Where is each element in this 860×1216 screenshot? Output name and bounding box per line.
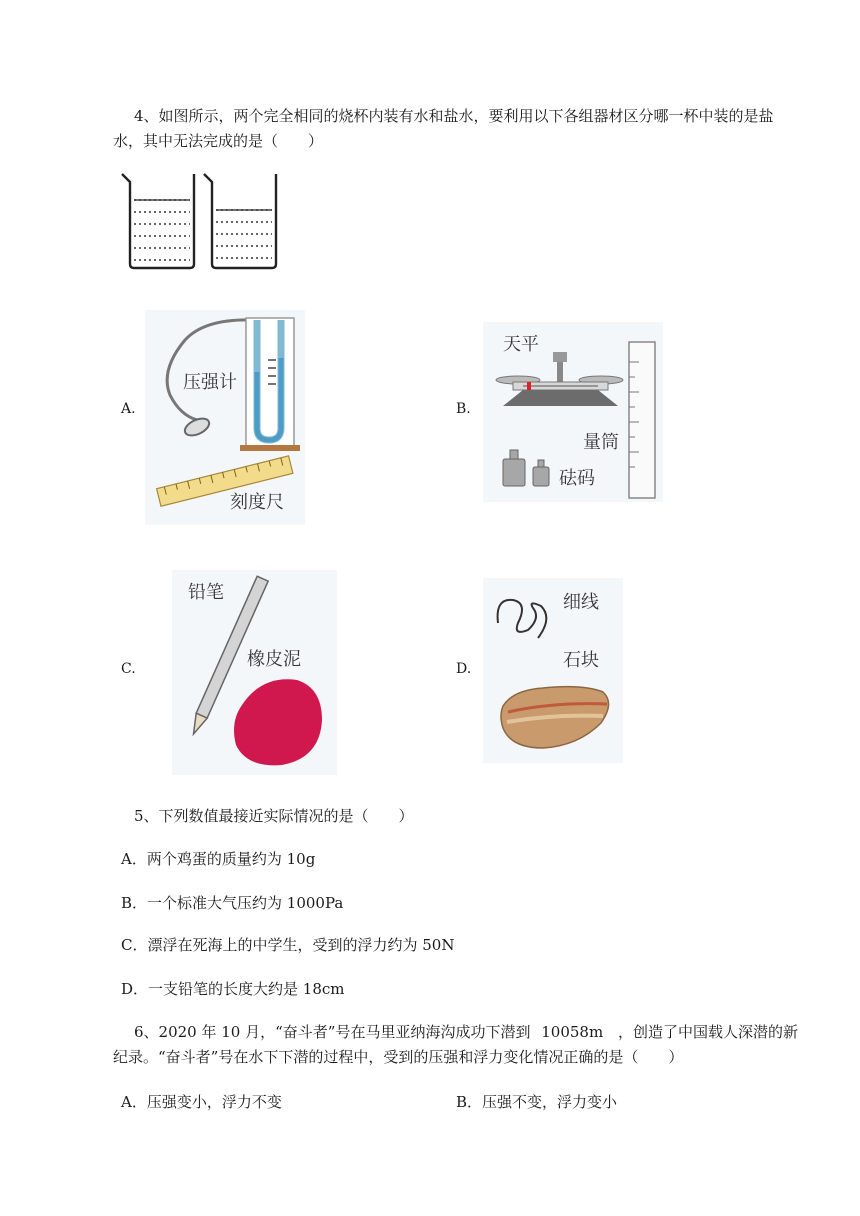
q4-b-item-1: 天平 [503,334,539,355]
q4-option-b-figure [483,322,663,502]
q4-a-item-1: 压强计 [183,372,237,393]
q4-option-d-figure [483,578,623,763]
q6-option-b[interactable]: B．压强不变，浮力变小 [456,1093,618,1111]
q4-stem-line1: 4、如图所示，两个完全相同的烧杯内装有水和盐水，要利用以下各组器材区分哪一杯中装的是盐 [134,107,774,125]
q6-stem-line1 [134,1022,798,1042]
q6-stem-pre: 6、2020 年 10 月，“奋斗者”号在马里亚纳海沟成功下潜到 [134,1023,531,1041]
q5-stem: 5、下列数值最接近实际情况的是（ ） [134,807,414,825]
q4-a-item-2: 刻度尺 [230,492,284,513]
measuring-cylinder-icon [629,342,655,498]
q6-option-a[interactable]: A．压强变小，浮力不变 [121,1093,282,1111]
beaker-water [122,174,194,268]
u-tube-icon [246,318,294,448]
q4-b-item-3: 砝码 [559,468,595,489]
q4-c-item-2: 橡皮泥 [247,649,301,670]
q6-depth-value: 10058m [541,1023,604,1041]
q5-option-d[interactable]: D．一支铅笔的长度大约是 18cm [121,980,345,998]
q4-c-item-1: 铅笔 [188,582,224,603]
q4-d-item-2: 石块 [563,650,599,671]
q4-option-b-label[interactable]: B. [456,401,471,417]
q4-d-item-1: 细线 [563,592,599,613]
q4-option-a-label[interactable]: A. [121,401,136,417]
q4-option-d-label[interactable]: D. [456,661,472,677]
q4-b-item-2: 量筒 [583,432,619,453]
q4-option-c-label[interactable]: C. [121,661,136,677]
q4-option-a-figure [145,310,305,525]
q4-stem-line2: 水，其中无法完成的是（ ） [113,132,324,150]
beakers-figure [118,168,286,272]
q6-stem-line2: 纪录。“奋斗者”号在水下下潜的过程中，受到的压强和浮力变化情况正确的是（ ） [113,1048,684,1066]
q5-option-c[interactable]: C．漂浮在死海上的中学生，受到的浮力约为 50N [121,936,455,954]
q5-option-b[interactable]: B．一个标准大气压约为 1000Pa [121,894,344,912]
q4-option-c-figure [172,570,337,775]
q6-stem-post: ，创造了中国载人深潜的新 [617,1023,798,1041]
beaker-saltwater [204,174,276,268]
q5-option-a[interactable]: A．两个鸡蛋的质量约为 10g [121,850,316,868]
